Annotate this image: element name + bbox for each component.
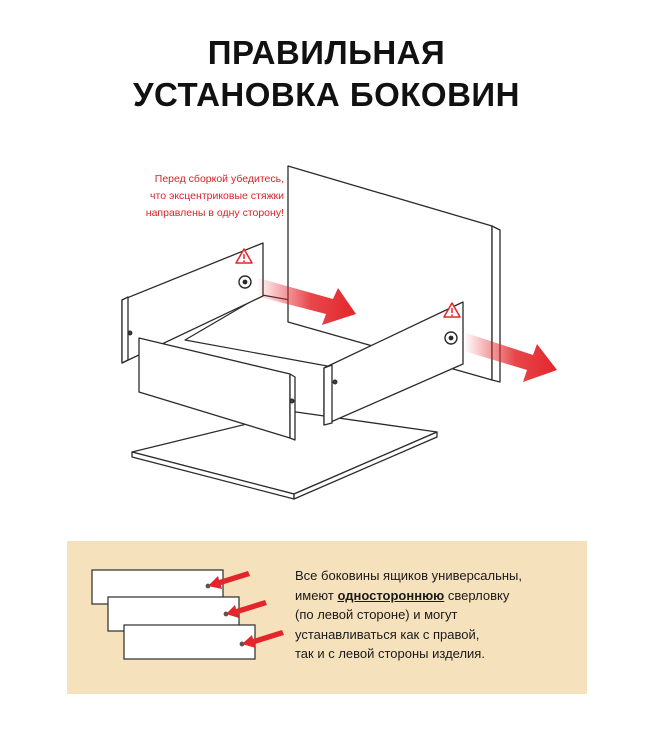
info-text <box>295 566 585 664</box>
side-board-3 <box>124 625 255 659</box>
info-line-2-prefix: имеют <box>295 587 338 603</box>
info-line-2-suffix: сверловку <box>444 587 510 603</box>
title-line-2: УСТАНОВКА БОКОВИН <box>132 76 520 113</box>
info-line-4: устанавливаться как с правой, <box>295 626 480 642</box>
warning-line-2: что эксцентриковые стяжки <box>150 190 284 202</box>
info-line-1: Все боковины ящиков универсальны, <box>295 568 523 583</box>
warning-line-3: направлены в одну сторону! <box>145 207 284 219</box>
info-emphasis: одностороннюю <box>337 587 445 603</box>
warning-line-1: Перед сборкой убедитесь, <box>154 173 284 185</box>
info-line-2 <box>295 586 585 606</box>
info-line-3: (по левой стороне) и могут <box>295 607 458 622</box>
info-line-5: так и с левой стороны изделия. <box>295 646 485 661</box>
title-line-1: ПРАВИЛЬНАЯ <box>207 34 446 71</box>
